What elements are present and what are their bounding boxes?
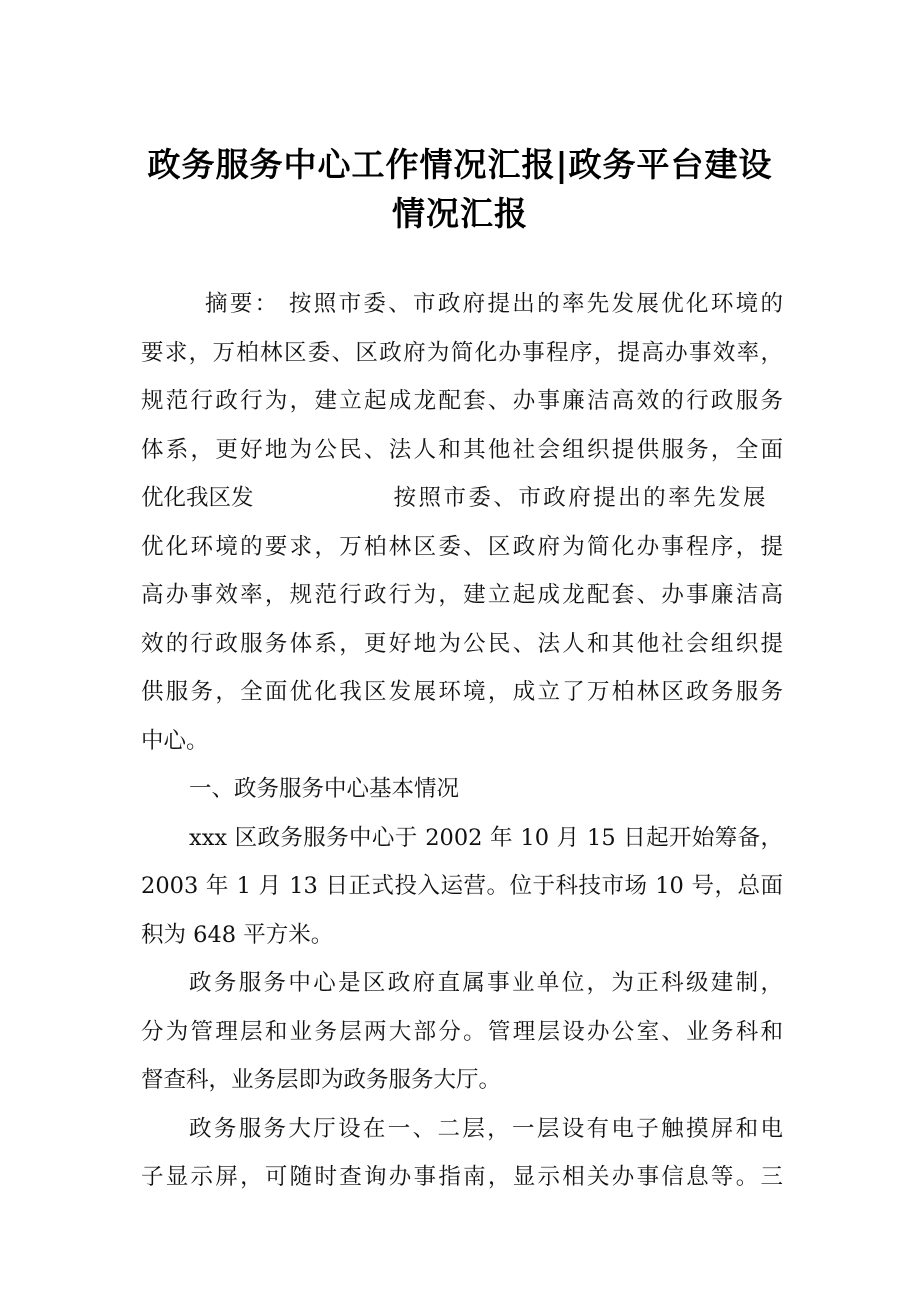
paragraph-line: 2003 年 1 月 13 日正式投入运营。位于科技市场 10 号，总面 (141, 873, 783, 899)
paragraph-line: 政务服务中心是区政府直属事业单位，为正科级建制， (189, 970, 783, 996)
paragraph-line: xxx 区政务服务中心于 2002 年 10 月 15 日起开始筹备， (189, 824, 783, 851)
abstract-line: 摘要： 按照市委、市政府提出的率先发展优化环境的 (205, 291, 783, 317)
paragraph-line: 督查科，业务层即为政务服务大厅。 (141, 1067, 502, 1093)
abstract-line-part: 优化我区发 (141, 485, 254, 511)
abstract-line: 供服务，全面优化我区发展环境，成立了万柏林区政务服务 (141, 679, 783, 705)
title-line-2: 情况汇报 (392, 193, 528, 233)
paragraph-line: 子显示屏，可随时查询办事指南，显示相关办事信息等。三 (141, 1164, 783, 1190)
abstract-line (141, 474, 783, 523)
body-paragraph (141, 814, 783, 960)
abstract-line: 高办事效率，规范行政行为，建立起成龙配套、办事廉洁高 (141, 582, 783, 608)
abstract-line-part: 按照市委、市政府提出的率先发展 (393, 485, 766, 511)
title-line-1: 政务服务中心工作情况汇报|政务平台建设 (147, 145, 773, 184)
paragraph-line: 分为管理层和业务层两大部分。管理层设办公室、业务科和 (141, 1018, 783, 1045)
abstract-line: 优化环境的要求，万柏林区委、区政府为简化办事程序，提 (141, 533, 783, 560)
abstract-line: 中心。 (141, 727, 209, 754)
document-body (141, 280, 783, 1202)
abstract-line: 要求，万柏林区委、区政府为简化办事程序，提高办事效率， (141, 339, 783, 366)
document-title (0, 138, 920, 235)
abstract-line: 规范行政行为，建立起成龙配套、办事廉洁高效的行政服务 (141, 388, 783, 414)
abstract-line: 体系，更好地为公民、法人和其他社会组织提供服务，全面 (141, 436, 783, 463)
body-paragraph (141, 1105, 783, 1202)
section-heading: 一、政务服务中心基本情况 (189, 776, 460, 802)
body-paragraph (141, 959, 783, 1105)
abstract-line: 效的行政服务体系，更好地为公民、法人和其他社会组织提 (141, 630, 783, 657)
abstract-paragraph (141, 280, 783, 765)
paragraph-line: 积为 648 平方米。 (141, 921, 334, 948)
paragraph-line: 政务服务大厅设在一、二层，一层设有电子触摸屏和电 (189, 1115, 783, 1142)
